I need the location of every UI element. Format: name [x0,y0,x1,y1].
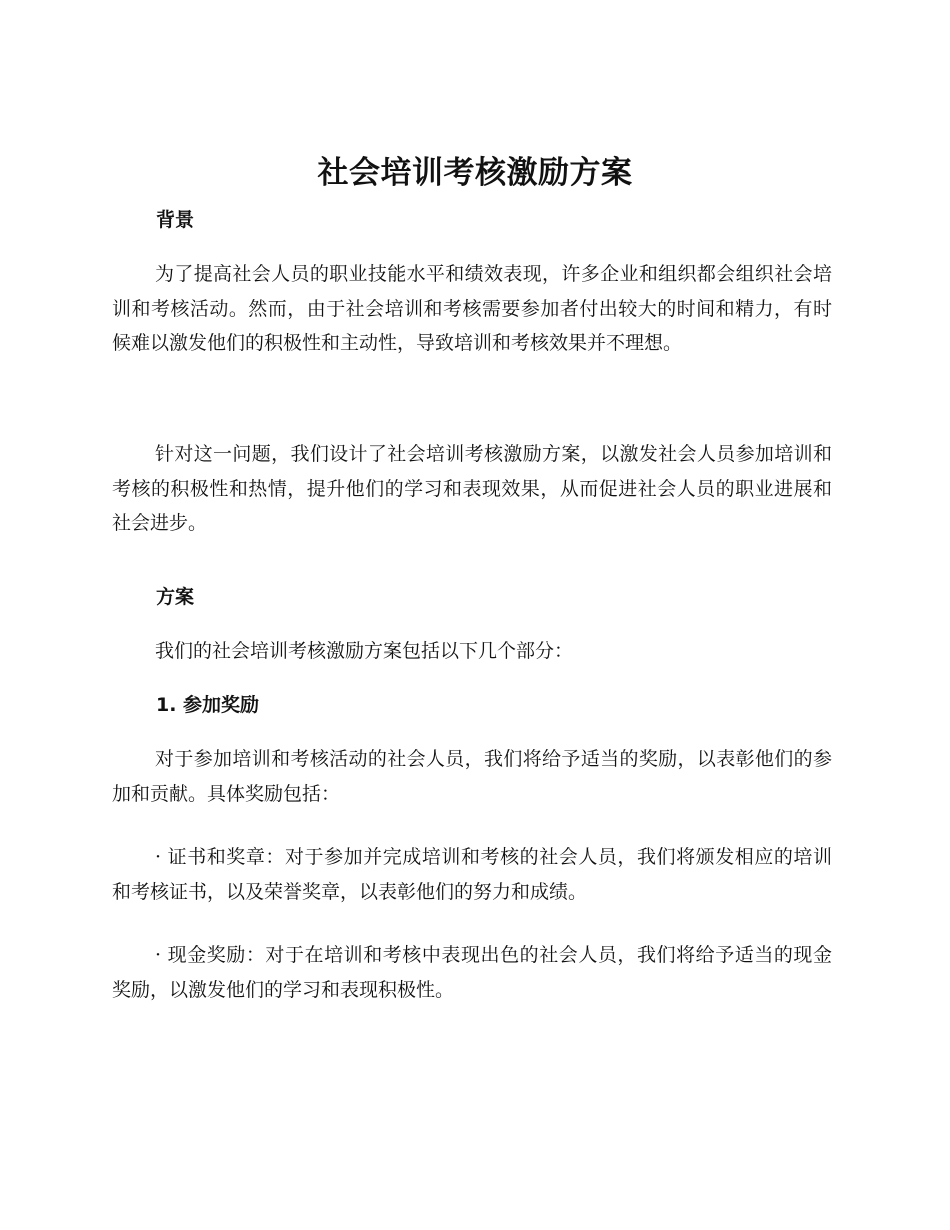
document-title: 社会培训考核激励方案 [317,155,633,191]
section-heading-background: 背景 [156,209,195,231]
bullet-certificates-medals: · 证书和奖章：对于参加并完成培训和考核的社会人员，我们将颁发相应的培训和考核证书，以及荣誉奖章，以表彰他们的努力和成绩。 [112,846,832,903]
bullet-cash-reward: · 现金奖励：对于在培训和考核中表现出色的社会人员，我们将给予适当的现金奖励，以激发他们的学习和表现积极性。 [112,944,832,1001]
background-paragraph-1: 为了提高社会人员的职业技能水平和绩效表现，许多企业和组织都会组织社会培训和考核活动。然而，由于社会培训和考核需要参加者付出较大的时间和精力，有时候难以激发他们的积极性和主动性，导致培训和考核效果并不理想。 [112,263,832,354]
participation-reward-intro: 对于参加培训和考核活动的社会人员，我们将给予适当的奖励，以表彰他们的参加和贡献。具体奖励包括： [112,748,832,805]
plan-intro-paragraph: 我们的社会培训考核激励方案包括以下几个部分： [155,640,574,662]
section-heading-plan: 方案 [156,586,195,608]
background-paragraph-2: 针对这一问题，我们设计了社会培训考核激励方案，以激发社会人员参加培训和考核的积极性和热情，提升他们的学习和表现效果，从而促进社会人员的职业进展和社会进步。 [112,443,832,534]
subheading-participation-reward: 1. 参加奖励 [156,694,260,716]
